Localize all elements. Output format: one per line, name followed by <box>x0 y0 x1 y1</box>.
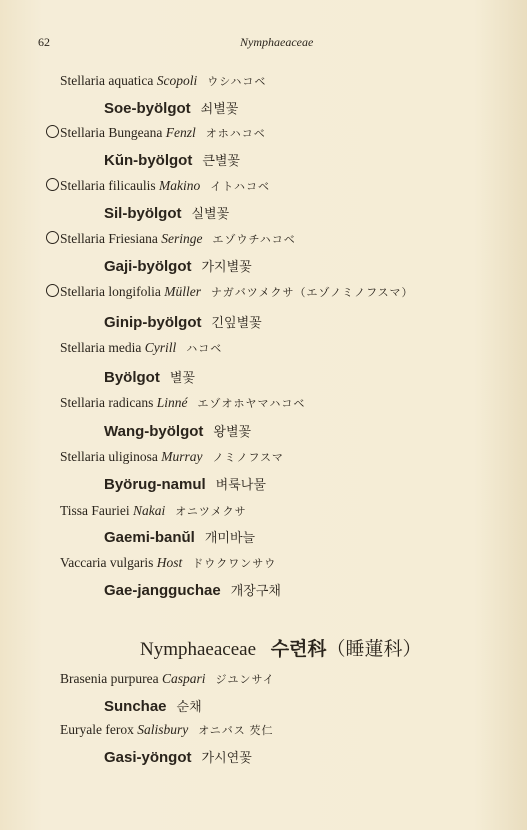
romanized-entry <box>104 696 202 715</box>
family-latin: Nymphaeaceae <box>140 639 257 660</box>
romanized-name: Kŭn-byölgot <box>104 152 193 169</box>
romanized-entry <box>104 150 240 169</box>
species-name: Stellaria longifolia <box>60 284 161 299</box>
japanese-name: オニツメクサ <box>175 506 247 518</box>
korean-name: 별꽃 <box>169 371 195 386</box>
japanese-name: ジユンサイ <box>215 674 275 686</box>
japanese-name: ハコベ <box>186 343 223 355</box>
korean-name: 벼룩나물 <box>215 478 266 493</box>
species-author: Linné <box>156 395 188 410</box>
romanized-entry <box>104 98 238 117</box>
japanese-name: オホハコベ <box>205 128 266 140</box>
species-author: Nakai <box>133 503 166 518</box>
korean-name: 긴잎별꽃 <box>211 316 262 331</box>
species-name: Stellaria Bungeana <box>60 125 163 140</box>
japanese-name: ウシハコベ <box>207 76 267 88</box>
korean-name: 개장구채 <box>230 584 281 599</box>
species-name: Brasenia purpurea <box>60 671 159 686</box>
species-name: Stellaria radicans <box>60 395 154 410</box>
japanese-name: エゾオホヤマハコベ <box>197 398 306 410</box>
japanese-name: エゾウチハコベ <box>212 234 296 246</box>
species-name: Vaccaria vulgaris <box>60 555 154 570</box>
romanized-name: Sunchae <box>104 698 167 715</box>
page-number: 62 <box>38 35 50 49</box>
romanized-name: Ginip-byölgot <box>104 314 202 331</box>
species-author: Caspari <box>161 671 206 686</box>
japanese-name: ドウクワンサウ <box>192 558 277 570</box>
korean-name: 왕별꽃 <box>213 425 252 440</box>
romanized-name: Sil-byölgot <box>104 205 182 222</box>
running-head: Nymphaeaceae <box>240 35 314 49</box>
species-name: Euryale ferox <box>60 722 134 737</box>
family-heading <box>140 634 422 661</box>
romanized-name: Gaemi-banŭl <box>104 529 195 546</box>
species-author: Seringe <box>161 231 203 246</box>
romanized-entry <box>104 367 195 386</box>
species-entry <box>46 284 413 300</box>
japanese-name: イトハコベ <box>210 181 271 193</box>
circle-marker-icon <box>46 284 59 297</box>
romanized-name: Soe-byölgot <box>104 100 191 117</box>
species-author: Müller <box>164 284 201 299</box>
species-name: Stellaria Friesiana <box>60 231 158 246</box>
romanized-name: Byölgot <box>104 369 160 386</box>
japanese-name: ノミノフスマ <box>212 452 284 464</box>
romanized-entry <box>104 312 262 331</box>
species-name: Stellaria aquatica <box>60 73 154 88</box>
japanese-name: ナガバツメクサ（エゾノミノフスマ） <box>210 287 414 299</box>
species-entry <box>60 73 266 89</box>
romanized-name: Gae-jangguchae <box>104 582 221 599</box>
species-author: Cyrill <box>144 340 177 355</box>
species-entry <box>60 555 276 571</box>
species-author: Makino <box>158 178 201 193</box>
korean-name: 실별꽃 <box>191 207 230 222</box>
species-entry <box>60 340 222 356</box>
romanized-entry <box>104 580 281 599</box>
species-name: Stellaria filicaulis <box>60 178 156 193</box>
species-entry <box>60 722 274 738</box>
korean-name: 가시연꽃 <box>201 751 252 766</box>
romanized-entry <box>104 527 255 546</box>
species-name: Tissa Fauriei <box>60 503 130 518</box>
romanized-name: Gaji-byölgot <box>104 258 192 275</box>
romanized-name: Byörug-namul <box>104 476 206 493</box>
species-entry <box>46 125 266 141</box>
species-entry <box>46 178 270 194</box>
family-cjk: （睡蓮科） <box>326 638 422 660</box>
species-name: Stellaria media <box>60 340 142 355</box>
romanized-name: Wang-byölgot <box>104 423 204 440</box>
species-entry <box>60 671 275 687</box>
species-entry <box>60 449 284 465</box>
korean-name: 개미바늘 <box>204 531 256 546</box>
romanized-entry <box>104 256 252 275</box>
circle-marker-icon <box>46 125 59 138</box>
korean-name: 큰별꽃 <box>202 154 240 169</box>
species-author: Scopoli <box>156 73 198 88</box>
romanized-entry <box>104 747 252 766</box>
romanized-entry <box>104 421 251 440</box>
species-author: Murray <box>161 449 203 464</box>
romanized-name: Gasi-yöngot <box>104 749 192 766</box>
species-entry <box>60 395 305 411</box>
korean-name: 순채 <box>176 700 202 715</box>
circle-marker-icon <box>46 231 59 244</box>
species-author: Host <box>156 555 183 570</box>
species-entry <box>60 503 247 519</box>
romanized-entry <box>104 203 229 222</box>
species-entry <box>46 231 296 247</box>
japanese-name: オニバス 芡仁 <box>198 725 274 737</box>
circle-marker-icon <box>46 178 59 191</box>
species-author: Salisbury <box>137 722 189 737</box>
korean-name: 가지별꽃 <box>201 260 252 275</box>
korean-name: 쇠별꽃 <box>200 102 239 117</box>
romanized-entry <box>104 474 266 493</box>
species-author: Fenzl <box>165 125 196 140</box>
species-name: Stellaria uliginosa <box>60 449 158 464</box>
family-korean: 수련科 <box>270 638 327 660</box>
